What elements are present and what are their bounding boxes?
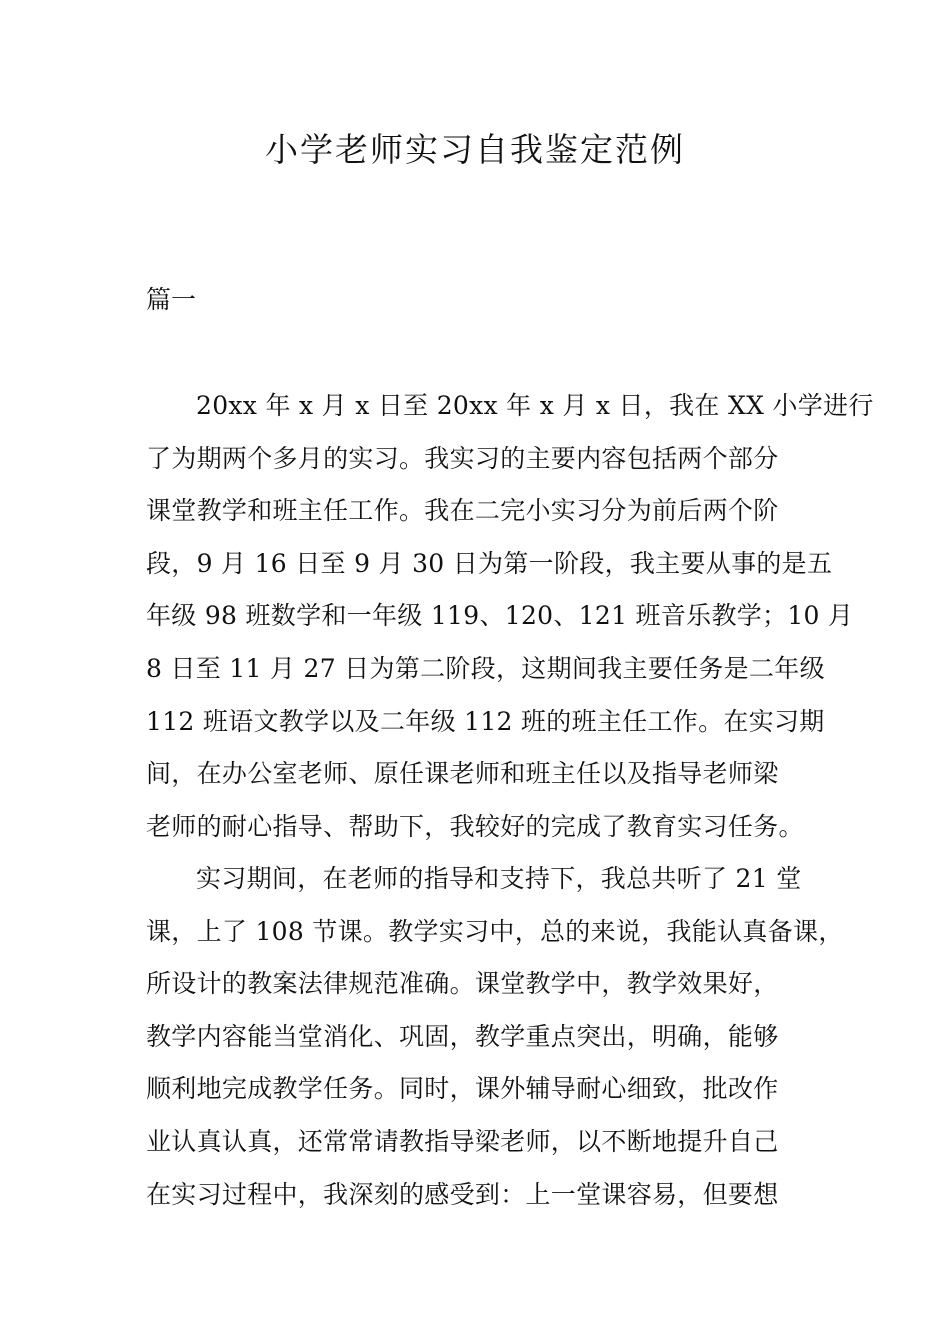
paragraph-line: 20xx 年 x 月 x 日至 20xx 年 x 月 x 日，我在 XX 小学进行 (196, 391, 874, 420)
paragraph-line: 顺利地完成教学任务。同时，课外辅导耐心细致，批改作 (146, 1074, 779, 1104)
section-label: 篇一 (146, 285, 197, 314)
paragraph-line: 课堂教学和班主任工作。我在二完小实习分为前后两个阶 (146, 496, 779, 526)
paragraph-line: 课，上了 108 节课。教学实习中，总的来说，我能认真备课， (146, 916, 844, 946)
paragraph-line: 业认真认真，还常常请教指导梁老师，以不断地提升自己 (146, 1126, 779, 1156)
paragraph-line: 在实习过程中，我深刻的感受到：上一堂课容易，但要想 (146, 1179, 779, 1209)
paragraph-line: 112 班语文教学以及二年级 112 班的班主任工作。在实习期 (146, 706, 825, 736)
paragraph-2 (146, 853, 844, 1221)
paragraph-1 (146, 380, 874, 853)
paragraph-line: 段，9 月 16 日至 9 月 30 日为第一阶段，我主要从事的是五 (146, 548, 833, 578)
paragraph-line: 所设计的教案法律规范准确。课堂教学中，教学效果好， (146, 969, 779, 999)
paragraph-line: 8 日至 11 月 27 日为第二阶段，这期间我主要任务是二年级 (146, 653, 825, 683)
document-title: 小学老师实习自我鉴定范例 (265, 130, 685, 169)
paragraph-line: 老师的耐心指导、帮助下，我较好的完成了教育实习任务。 (146, 811, 804, 841)
paragraph-line: 了为期两个多月的实习。我实习的主要内容包括两个部分 (146, 443, 779, 473)
paragraph-line: 实习期间，在老师的指导和支持下，我总共听了 21 堂 (196, 864, 802, 893)
paragraph-line: 年级 98 班数学和一年级 119、120、121 班音乐教学；10 月 (146, 601, 854, 631)
paragraph-line: 教学内容能当堂消化、巩固，教学重点突出，明确，能够 (146, 1021, 779, 1051)
paragraph-line: 间，在办公室老师、原任课老师和班主任以及指导老师梁 (146, 759, 779, 789)
